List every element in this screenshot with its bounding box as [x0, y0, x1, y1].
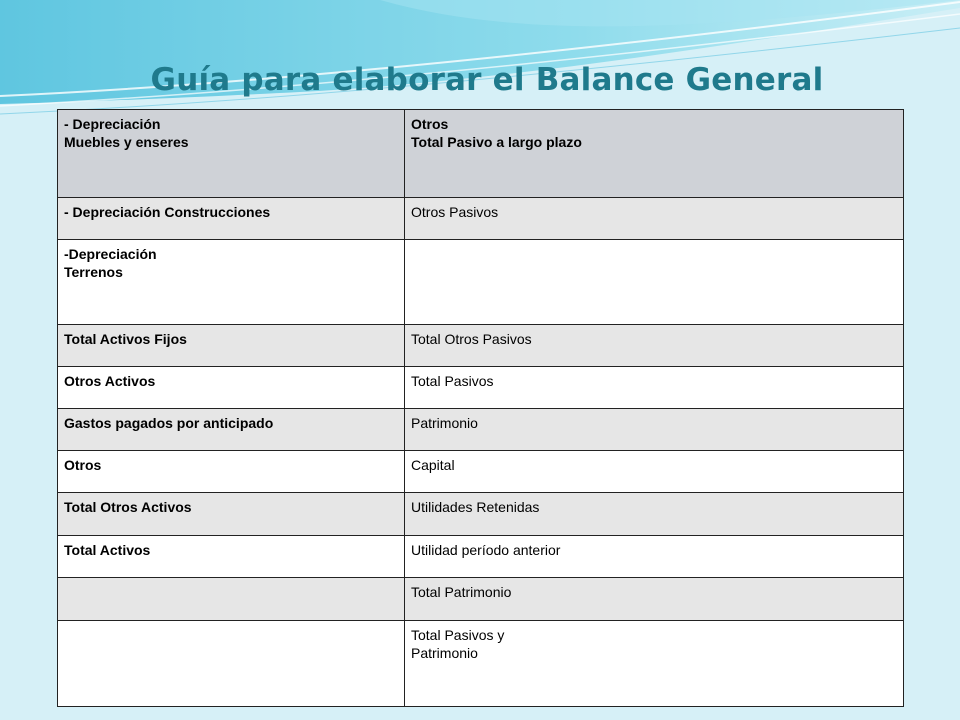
cell-right: Utilidades Retenidas — [405, 493, 904, 536]
cell-left: Otros Activos — [58, 367, 405, 409]
header-left-line2: Muebles y enseres — [64, 134, 189, 150]
cell-right: Otros Pasivos — [405, 198, 904, 240]
table-row — [58, 325, 904, 367]
cell-left: Total Activos Fijos — [58, 325, 405, 367]
page-title: Guía para elaborar el Balance General — [150, 62, 824, 98]
header-cell-right — [405, 110, 904, 198]
balance-table — [57, 109, 904, 707]
table-row — [58, 198, 904, 240]
cell-right: Utilidad período anterior — [405, 536, 904, 578]
table-row — [58, 578, 904, 621]
cell-right — [405, 240, 904, 325]
header-left-line1: - Depreciación — [64, 116, 161, 132]
table-row — [58, 621, 904, 707]
table-header-row — [58, 110, 904, 198]
cell-right: Total Otros Pasivos — [405, 325, 904, 367]
header-cell-left — [58, 110, 405, 198]
table-row — [58, 493, 904, 536]
cell-left: Total Activos — [58, 536, 405, 578]
cell-right: Total Patrimonio — [405, 578, 904, 621]
cell-left — [58, 240, 405, 325]
cell-right: Patrimonio — [405, 409, 904, 451]
cell-right — [405, 621, 904, 707]
cell-left: - Depreciación Construcciones — [58, 198, 405, 240]
table-row — [58, 536, 904, 578]
cell-right: Capital — [405, 451, 904, 493]
cell-left — [58, 578, 405, 621]
header-right-line2: Total Pasivo a largo plazo — [411, 134, 582, 150]
cell-left — [58, 621, 405, 707]
header-right-line1: Otros — [411, 116, 449, 132]
table-row — [58, 451, 904, 493]
table-row — [58, 240, 904, 325]
cell-right: Total Pasivos — [405, 367, 904, 409]
cell-left: Total Otros Activos — [58, 493, 405, 536]
cell-left: Gastos pagados por anticipado — [58, 409, 405, 451]
cell-right-text: Total Pasivos y Patrimonio — [411, 627, 505, 661]
table-row — [58, 367, 904, 409]
cell-left-text: -Depreciación Terrenos — [64, 246, 157, 280]
table-row — [58, 409, 904, 451]
cell-left: Otros — [58, 451, 405, 493]
